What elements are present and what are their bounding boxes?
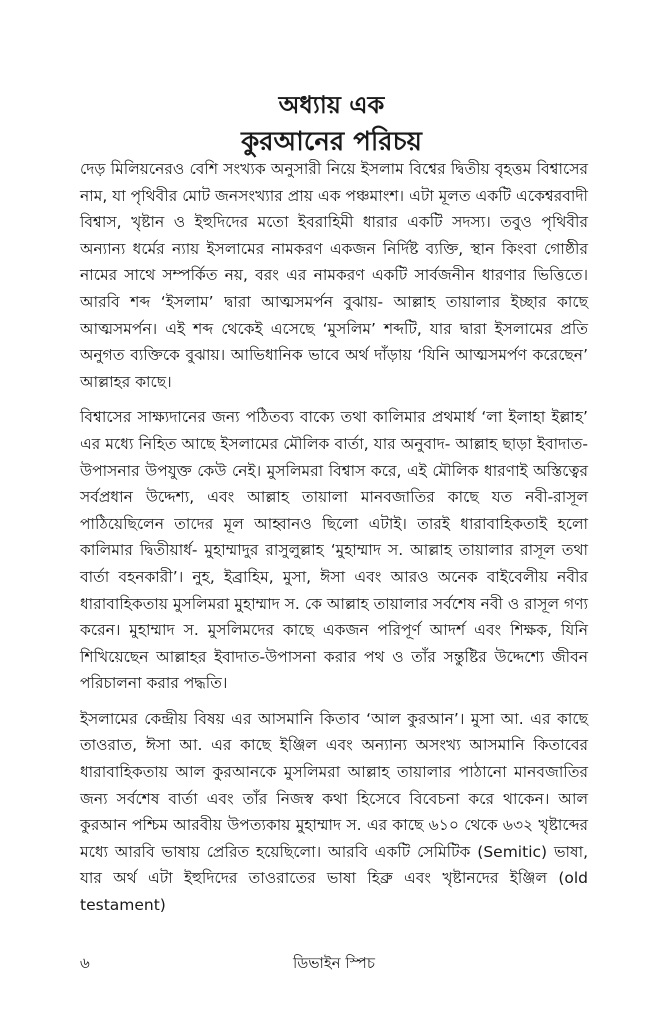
body-text bbox=[80, 156, 588, 928]
paragraph-1: দেড় মিলিয়নেরও বেশি সংখ্যক অনুসারী নিয়ে ইসলাম বিশ্বের দ্বিতীয় বৃহত্তম বিশ্বাসের নাম, যা পৃথিবীর মোট জনসংখ্যার প্রায় এক পঞ্চমাংশ। এটা মূলত একটি একেশ্বরবাদী বিশ্বাস, খৃষ্টান ও ইহুদিদের মতো ইবরাহিমী ধারার একটি সদস্য। তবুও পৃথিবীর অন্যান্য ধর্মের ন্যায় ইসলামের নামকরণ একজন নির্দিষ্ট ব্যক্তি, স্থান কিংবা গোষ্ঠীর নামের সাথে সম্পর্কিত নয়, বরং এর নামকরণ একটি সার্বজনীন ধারণার ভিত্তিতে। আরবি শব্দ ‘ইসলাম’ দ্বারা আত্মসমর্পন বুঝায়- আল্লাহ তায়ালার ইচ্ছার কাছে আত্মসমর্পন। এই শব্দ থেকেই এসেছে ‘মুসলিম’ শব্দটি, যার দ্বারা ইসলামের প্রতি অনুগত ব্যক্তিকে বুঝায়। আভিধানিক ভাবে অর্থ দাঁড়ায় ‘যিনি আত্মসমর্পণ করেছেন’ আল্লাহর কাছে। bbox=[80, 160, 588, 391]
paragraph-2: বিশ্বাসের সাক্ষ্যদানের জন্য পঠিতব্য বাক্যে তথা কালিমার প্রথমার্ধ ‘লা ইলাহা ইল্লাহ’ এর মধ্যে নিহিত আছে ইসলামের মৌলিক বার্তা, যার অনুবাদ- আল্লাহ ছাড়া ইবাদাত-উপাসনার উপযুক্ত কেউ নেই। মুসলিমরা বিশ্বাস করে, এই মৌলিক ধারণাই অস্তিত্বের সর্বপ্রধান উদ্দেশ্য, এবং আল্লাহ তায়ালা মানবজাতির কাছে যত নবী-রাসূল পাঠিয়েছিলেন তাদের মূল আহ্বানও ছিলো এটাই। তারই ধারাবাহিকতাই হলো কালিমার দ্বিতীয়ার্ধ- মুহাম্মাদুর রাসুলুল্লাহ ‘মুহাম্মাদ স. আল্লাহ তায়ালার রাসূল তথা বার্তা বহনকারী’। নুহ, ইব্রাহিম, মুসা, ঈসা এবং আরও অনেক বাইবেলীয় নবীর ধারাবাহিকতায় মুসলিমরা মুহাম্মাদ স. কে আল্লাহ তায়ালার সর্বশেষ নবী ও রাসূল গণ্য করেন। মুহাম্মাদ স. মুসলিমদের কাছে একজন পরিপূর্ণ আদর্শ এবং শিক্ষক, যিনি শিখিয়েছেন আল্লাহর ইবাদাত-উপাসনা করার পথ ও তাঁর সন্তুষ্টির উদ্দেশ্যে জীবন পরিচালনা করার পদ্ধতি। bbox=[80, 408, 588, 693]
running-title: ডিভাইন স্পিচ bbox=[293, 954, 375, 972]
page-footer bbox=[80, 952, 588, 976]
paragraph-3: ইসলামের কেন্দ্রীয় বিষয় এর আসমানি কিতাব ‘আল কুরআন’। মুসা আ. এর কাছে তাওরাত, ঈসা আ. এর কাছে ইঞ্জিল এবং অন্যান্য অসংখ্য আসমানি কিতাবের ধারাবাহিকতায় আল কুরআনকে মুসলিমরা আল্লাহ তায়ালার পাঠানো মানবজাতির জন্য সর্বশেষ বার্তা এবং তাঁর নিজস্ব কথা হিসেবে বিবেচনা করে থাকেন। আল কুরআন পশ্চিম আরবীয় উপত্যকায় মুহাম্মাদ স. এর কাছে ৬১০ থেকে ৬৩২ খৃষ্টাব্দের মধ্যে আরবি ভাষায় প্রেরিত হয়েছিলো। আরবি একটি সেমিটিক (Semitic) ভাষা, যার অর্থ এটা ইহুদিদের তাওরাতের ভাষা হিব্রু এবং খৃষ্টানদের ইঞ্জিল (old testament) bbox=[80, 709, 588, 915]
chapter-heading bbox=[0, 88, 663, 162]
page-number: ৬ bbox=[80, 954, 90, 972]
chapter-title: কুরআনের পরিচয় bbox=[241, 127, 422, 157]
chapter-label: অধ্যায় এক bbox=[278, 91, 385, 119]
